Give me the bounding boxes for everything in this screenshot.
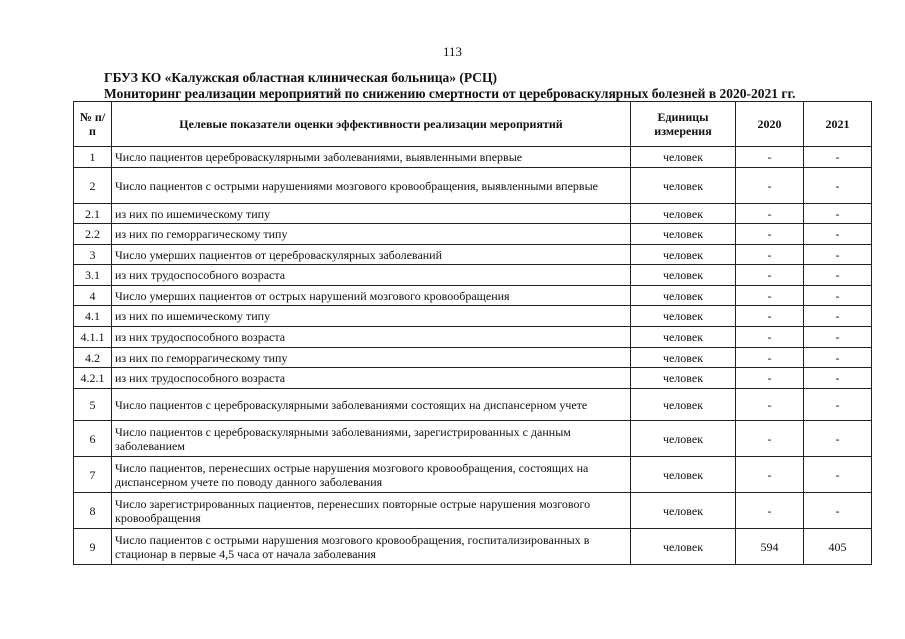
row-unit: человек <box>631 204 736 224</box>
row-value-2021: - <box>804 224 872 245</box>
table-row <box>74 306 872 327</box>
organization-title: ГБУЗ КО «Калужская областная клиническая больница» (РСЦ) <box>104 70 498 85</box>
table-row <box>74 168 872 204</box>
row-unit: человек <box>631 368 736 389</box>
row-value-2020: - <box>736 147 804 168</box>
row-unit: человек <box>631 529 736 565</box>
row-indicator: Число пациентов с цереброваскулярными заболеваниями состоящих на диспансерном учете <box>112 389 631 421</box>
row-value-2021: 405 <box>804 529 872 565</box>
row-value-2021: - <box>804 286 872 306</box>
row-value-2020: - <box>736 327 804 348</box>
row-unit: человек <box>631 245 736 265</box>
row-value-2020: - <box>736 224 804 245</box>
page-number: 113 <box>442 44 463 59</box>
row-value-2021: - <box>804 306 872 327</box>
row-indicator: Число пациентов, перенесших острые нарушения мозгового кровообращения, состоящих на диспансерном учете по поводу данного заболевания <box>112 457 631 493</box>
row-number: 5 <box>74 389 112 421</box>
table-row <box>74 265 872 286</box>
row-number: 4 <box>74 286 112 306</box>
row-indicator: Число пациентов с острыми нарушениями мозгового кровообращения, выявленными впервые <box>112 168 631 204</box>
row-unit: человек <box>631 265 736 286</box>
table-header-row <box>74 102 872 147</box>
row-number: 4.2 <box>74 348 112 368</box>
header-unit: Единицы измерения <box>631 102 736 147</box>
table-row <box>74 457 872 493</box>
row-number: 7 <box>74 457 112 493</box>
row-value-2020: - <box>736 245 804 265</box>
row-unit: человек <box>631 493 736 529</box>
row-number: 2.1 <box>74 204 112 224</box>
row-number: 2.2 <box>74 224 112 245</box>
row-value-2020: - <box>736 265 804 286</box>
row-indicator: из них по геморрагическому типу <box>112 224 631 245</box>
table-row <box>74 147 872 168</box>
table-row <box>74 493 872 529</box>
row-value-2021: - <box>804 265 872 286</box>
row-value-2020: - <box>736 348 804 368</box>
row-value-2021: - <box>804 493 872 529</box>
row-value-2021: - <box>804 168 872 204</box>
row-number: 3.1 <box>74 265 112 286</box>
row-unit: человек <box>631 224 736 245</box>
table-row <box>74 286 872 306</box>
row-value-2021: - <box>804 368 872 389</box>
row-indicator: Число пациентов с цереброваскулярными заболеваниями, зарегистрированных с данным заболеванием <box>112 421 631 457</box>
row-value-2021: - <box>804 245 872 265</box>
row-number: 2 <box>74 168 112 204</box>
row-value-2020: - <box>736 168 804 204</box>
row-indicator: Число зарегистрированных пациентов, перенесших повторные острые нарушения мозгового кровообращения <box>112 493 631 529</box>
row-value-2020: - <box>736 493 804 529</box>
row-value-2020: - <box>736 389 804 421</box>
row-value-2020: 594 <box>736 529 804 565</box>
row-number: 6 <box>74 421 112 457</box>
table-row <box>74 368 872 389</box>
document-title: Мониторинг реализации мероприятий по снижению смертности от цереброваскулярных болезней в 2020-2021 гг. <box>104 86 796 101</box>
table-row <box>74 529 872 565</box>
row-number: 9 <box>74 529 112 565</box>
row-indicator: из них по геморрагическому типу <box>112 348 631 368</box>
row-unit: человек <box>631 306 736 327</box>
header-2021: 2021 <box>804 102 872 147</box>
row-number: 3 <box>74 245 112 265</box>
row-number: 4.1 <box>74 306 112 327</box>
header-num: № п/п <box>74 102 112 147</box>
row-value-2021: - <box>804 348 872 368</box>
row-indicator: Число умерших пациентов от острых нарушений мозгового кровообращения <box>112 286 631 306</box>
row-value-2021: - <box>804 389 872 421</box>
row-number: 1 <box>74 147 112 168</box>
row-indicator: Число пациентов с острыми нарушения мозгового кровообращения, госпитализированных в стационар в первые 4,5 часа от начала заболевания <box>112 529 631 565</box>
table-row <box>74 389 872 421</box>
row-value-2020: - <box>736 421 804 457</box>
row-value-2021: - <box>804 204 872 224</box>
row-unit: человек <box>631 168 736 204</box>
row-value-2021: - <box>804 421 872 457</box>
row-number: 4.1.1 <box>74 327 112 348</box>
header-indicator: Целевые показатели оценки эффективности реализации мероприятий <box>112 102 631 147</box>
table-row <box>74 421 872 457</box>
row-indicator: из них по ишемическому типу <box>112 204 631 224</box>
row-value-2020: - <box>736 204 804 224</box>
row-value-2020: - <box>736 286 804 306</box>
table-row <box>74 204 872 224</box>
row-value-2021: - <box>804 327 872 348</box>
row-unit: человек <box>631 348 736 368</box>
row-unit: человек <box>631 421 736 457</box>
table-row <box>74 327 872 348</box>
monitoring-table <box>73 101 872 565</box>
row-value-2021: - <box>804 457 872 493</box>
row-indicator: из них трудоспособного возраста <box>112 327 631 348</box>
table-row <box>74 348 872 368</box>
row-value-2020: - <box>736 368 804 389</box>
row-value-2020: - <box>736 457 804 493</box>
row-value-2020: - <box>736 306 804 327</box>
table-body <box>74 147 872 565</box>
row-indicator: Число умерших пациентов от цереброваскулярных заболеваний <box>112 245 631 265</box>
row-indicator: из них трудоспособного возраста <box>112 368 631 389</box>
row-unit: человек <box>631 286 736 306</box>
row-unit: человек <box>631 389 736 421</box>
row-indicator: Число пациентов цереброваскулярными заболеваниями, выявленными впервые <box>112 147 631 168</box>
row-number: 8 <box>74 493 112 529</box>
row-value-2021: - <box>804 147 872 168</box>
header-2020: 2020 <box>736 102 804 147</box>
table-row <box>74 245 872 265</box>
row-indicator: из них трудоспособного возраста <box>112 265 631 286</box>
row-number: 4.2.1 <box>74 368 112 389</box>
table-row <box>74 224 872 245</box>
row-unit: человек <box>631 457 736 493</box>
row-unit: человек <box>631 327 736 348</box>
row-unit: человек <box>631 147 736 168</box>
row-indicator: из них по ишемическому типу <box>112 306 631 327</box>
